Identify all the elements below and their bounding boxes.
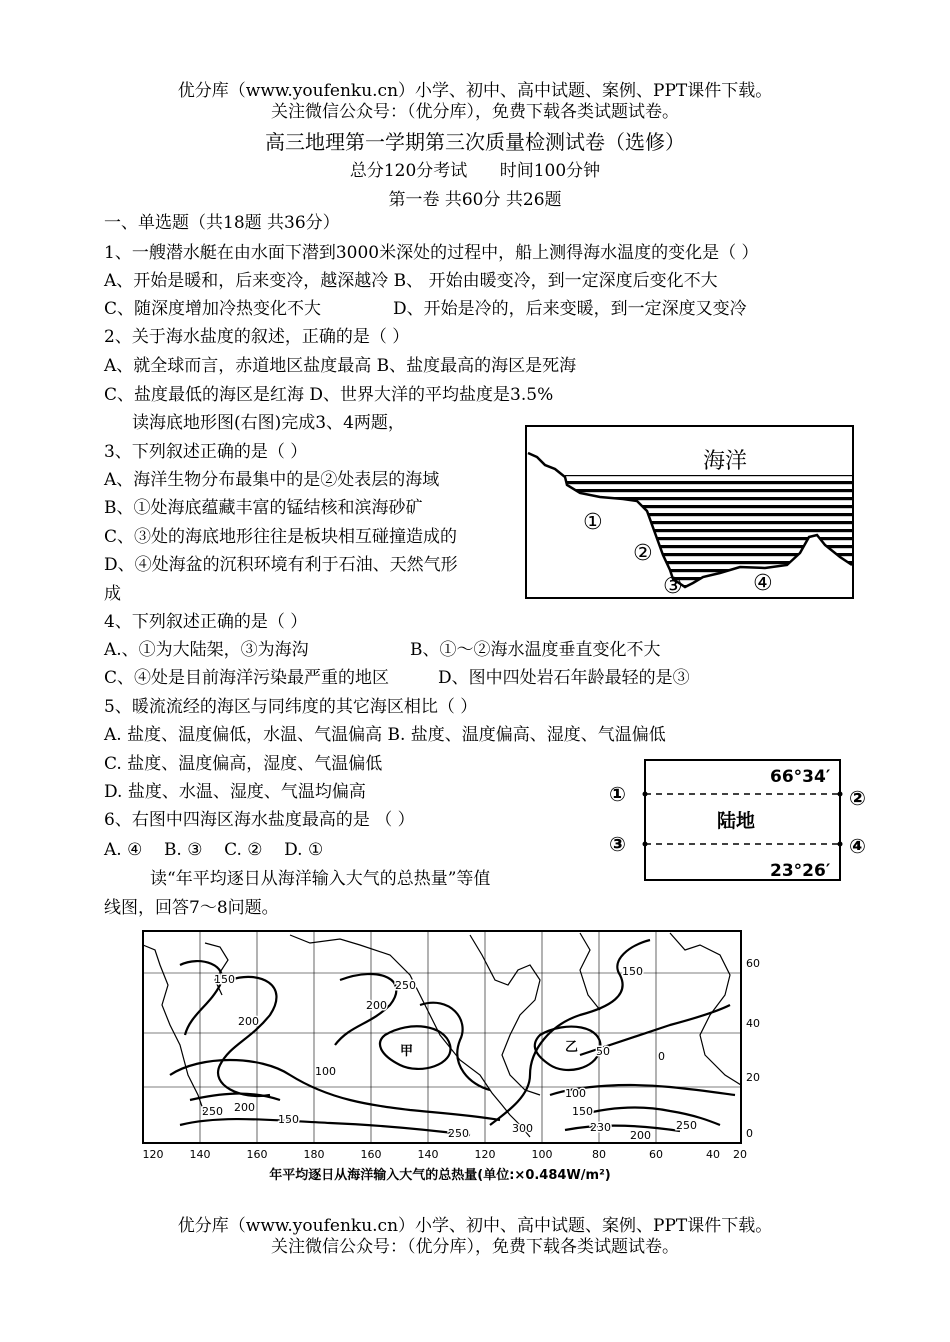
q3-option-a: A、海洋生物分布最集中的是②处表层的海域 [104, 470, 440, 490]
q5-stem: 5、暖流流经的海区与同纬度的其它海区相比（ ） [104, 697, 478, 717]
seafloor-marker-4: ④ [753, 571, 773, 596]
contour-value-label: 50 [596, 1045, 610, 1058]
contour-value-label: 200 [238, 1015, 259, 1028]
q4-option-d: D、图中四处岩石年龄最轻的是③ [438, 668, 690, 688]
x-tick-label: 60 [649, 1148, 663, 1161]
map-caption: 年平均逐日从海洋输入大气的总热量(单位:×0.484W/m²) [269, 1168, 611, 1183]
contour-value-label: 250 [448, 1127, 469, 1140]
contour-value-label: 250 [202, 1105, 223, 1118]
x-tick-label: 140 [189, 1148, 211, 1161]
intro-q3-q4: 读海底地形图(右图)完成3、4两题， [132, 413, 405, 433]
x-tick-label: 160 [246, 1148, 268, 1161]
q2-options-cd: C、盐度最低的海区是红海 D、世界大洋的平均盐度是3.5% [104, 385, 554, 405]
q4-option-c: C、④处是目前海洋污染最严重的地区 [104, 668, 390, 688]
y-tick-label: 0 [746, 1127, 753, 1140]
ocean-label: 海洋 [703, 449, 748, 474]
land-marker-3: ③ [609, 832, 626, 856]
q1-option-d: D、开始是冷的，后来变暖，到一定深度又变冷 [393, 299, 747, 319]
q3-option-c: C、③处的海底地形往往是板块相互碰撞造成的 [104, 527, 458, 547]
contour-value-label: 100 [315, 1065, 336, 1078]
contour-value-label: 200 [234, 1101, 255, 1114]
contour-value-label: 150 [572, 1105, 593, 1118]
q1-options-ab: A、开始是暖和，后来变冷，越深越冷 B、 开始由暖变冷，到一定深度后变化不大 [104, 271, 718, 291]
site-header-line-2: 关注微信公众号：（优分库），免费下载各类试题试卷。 [271, 102, 679, 122]
contour-value-label: 200 [366, 999, 387, 1012]
q3-stem: 3、下列叙述正确的是（ ） [104, 442, 308, 462]
q4-stem: 4、下列叙述正确的是（ ） [104, 612, 308, 632]
x-tick-label: 180 [303, 1148, 325, 1161]
section-heading: 一、单选题（共18题 共36分） [104, 213, 340, 233]
q6-stem: 6、右图中四海区海水盐度最高的是 （ ） [104, 810, 415, 830]
x-tick-label: 100 [531, 1148, 553, 1161]
x-tick-label: 120 [142, 1148, 164, 1161]
q5-option-d: D. 盐度、水温、湿度、气温均偏高 [104, 782, 366, 802]
q4-option-b: B、①～②海水温度垂直变化不大 [410, 640, 661, 660]
volume-heading: 第一卷 共60分 共26题 [388, 190, 562, 210]
q6-options: A. ④ B. ③ C. ② D. ① [104, 840, 324, 860]
contour-value-label: 200 [630, 1129, 651, 1142]
contour-value-label: 150 [278, 1113, 299, 1126]
site-header-line-1: 优分库（www.youfenku.cn）小学、初中、高中试题、案例、PPT课件下载。 [177, 81, 773, 101]
intro-q7-q8-line-2: 线图，回答7～8问题。 [104, 898, 279, 918]
contour-value-label: 230 [590, 1121, 611, 1134]
x-tick-label: 40 [706, 1148, 720, 1161]
q1-option-c: C、随深度增加冷热变化不大 [104, 299, 322, 319]
label-jia: 甲 [400, 1044, 414, 1059]
q3-option-d-cont: 成 [104, 584, 121, 604]
land-marker-4: ④ [849, 834, 866, 858]
y-tick-label: 40 [746, 1017, 760, 1030]
q1-stem: 1、一艘潜水艇在由水面下潜到3000米深处的过程中，船上测得海水温度的变化是（ ） [104, 243, 759, 263]
exam-meta: 总分120分考试 时间100分钟 [349, 161, 601, 181]
q4-option-a: A.、①为大陆架，③为海沟 [104, 640, 309, 660]
q5-options-ab: A. 盐度、温度偏低，水温、气温偏高 B. 盐度、温度偏高、湿度、气温偏低 [104, 725, 666, 745]
exam-title: 高三地理第一学期第三次质量检测试卷（选修） [265, 130, 685, 154]
lat-66-label: 66°34′ [770, 767, 831, 787]
heat-isoline-map [110, 925, 770, 1200]
y-tick-label: 60 [746, 957, 760, 970]
seafloor-marker-3: ③ [663, 574, 683, 599]
contour-value-label: 250 [676, 1119, 697, 1132]
intro-q7-q8-line-1: 读“年平均逐日从海洋输入大气的总热量”等值 [150, 869, 491, 889]
land-latitude-figure [605, 755, 880, 885]
q3-option-b: B、①处海底蕴藏丰富的锰结核和滨海砂矿 [104, 498, 423, 518]
seafloor-marker-1: ① [583, 510, 603, 535]
land-marker-1: ① [609, 782, 626, 806]
x-tick-label: 160 [360, 1148, 382, 1161]
label-yi: 乙 [565, 1040, 579, 1055]
x-tick-label: 120 [474, 1148, 496, 1161]
land-label: 陆地 [717, 810, 756, 832]
lat-23-label: 23°26′ [770, 861, 831, 881]
site-footer-line-1: 优分库（www.youfenku.cn）小学、初中、高中试题、案例、PPT课件下载。 [177, 1216, 773, 1236]
x-tick-label: 140 [417, 1148, 439, 1161]
seafloor-marker-2: ② [633, 541, 653, 566]
q2-options-ab: A、就全球而言，赤道地区盐度最高 B、盐度最高的海区是死海 [104, 356, 577, 376]
site-footer-line-2: 关注微信公众号：（优分库），免费下载各类试题试卷。 [271, 1237, 679, 1257]
contour-value-label: 0 [658, 1050, 665, 1063]
contour-value-label: 300 [512, 1122, 533, 1135]
q5-option-c: C. 盐度、温度偏高，湿度、气温偏低 [104, 754, 383, 774]
y-tick-label: 20 [746, 1071, 760, 1084]
y-axis-ticks [746, 957, 760, 1140]
q2-stem: 2、关于海水盐度的叙述，正确的是（ ） [104, 327, 410, 347]
x-axis-ticks [143, 1148, 748, 1161]
q3-option-d: D、④处海盆的沉积环境有利于石油、天然气形 [104, 555, 458, 575]
contour-value-label: 150 [214, 973, 235, 986]
x-tick-label: 80 [592, 1148, 606, 1161]
x-tick-label: 20 [733, 1148, 747, 1161]
contour-value-label: 150 [622, 965, 643, 978]
land-marker-2: ② [849, 786, 866, 810]
contour-value-label: 100 [565, 1087, 586, 1100]
seafloor-figure [525, 425, 855, 600]
contour-value-label: 250 [395, 979, 416, 992]
